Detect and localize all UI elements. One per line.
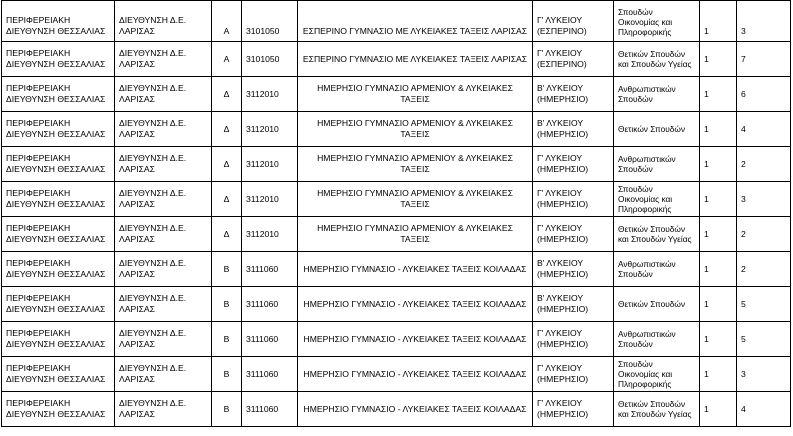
grade-cell: Β' ΛΥΚΕΙΟΥ (ΗΜΕΡΗΣΙΟ)	[533, 77, 614, 112]
count2-cell: 3	[737, 182, 791, 217]
region-cell: ΠΕΡΙΦΕΡΕΙΑΚΗ ΔΙΕΥΘΥΝΣΗ ΘΕΣΣΑΛΙΑΣ	[2, 217, 115, 252]
table-row	[2, 322, 791, 357]
group-cell: Θετικών Σπουδών και Σπουδών Υγείας	[614, 42, 700, 77]
count1-cell: 1	[700, 357, 737, 392]
count2-cell: 3	[737, 1, 791, 42]
code-cell: 3112010	[242, 112, 298, 147]
count2-cell: 2	[737, 147, 791, 182]
count1-cell: 1	[700, 322, 737, 357]
code-cell: 3111060	[242, 392, 298, 427]
grade-cell: Β' ΛΥΚΕΙΟΥ (ΗΜΕΡΗΣΙΟ)	[533, 252, 614, 287]
count2-cell: 6	[737, 77, 791, 112]
code-cell: 3112010	[242, 182, 298, 217]
group-cell: Θετικών Σπουδών	[614, 287, 700, 322]
schools-table	[1, 0, 791, 427]
directorate-cell: ΔΙΕΥΘΥΝΣΗ Δ.Ε. ΛΑΡΙΣΑΣ	[115, 322, 212, 357]
code-cell: 3111060	[242, 252, 298, 287]
table-row	[2, 42, 791, 77]
school-cell: ΗΜΕΡΗΣΙΟ ΓΥΜΝΑΣΙΟ - ΛΥΚΕΙΑΚΕΣ ΤΑΞΕΙΣ ΚΟΙΛΑΔΑΣ	[298, 392, 533, 427]
zone-cell: Δ	[212, 217, 242, 252]
school-cell: ΗΜΕΡΗΣΙΟ ΓΥΜΝΑΣΙΟ ΑΡΜΕΝΙΟΥ & ΛΥΚΕΙΑΚΕΣ ΤΑΞΕΙΣ	[298, 217, 533, 252]
directorate-cell: ΔΙΕΥΘΥΝΣΗ Δ.Ε. ΛΑΡΙΣΑΣ	[115, 42, 212, 77]
table-row	[2, 392, 791, 427]
region-cell: ΠΕΡΙΦΕΡΕΙΑΚΗ ΔΙΕΥΘΥΝΣΗ ΘΕΣΣΑΛΙΑΣ	[2, 287, 115, 322]
grade-cell: Γ' ΛΥΚΕΙΟΥ (ΗΜΕΡΗΣΙΟ)	[533, 182, 614, 217]
school-cell: ΕΣΠΕΡΙΝΟ ΓΥΜΝΑΣΙΟ ΜΕ ΛΥΚΕΙΑΚΕΣ ΤΑΞΕΙΣ ΛΑΡΙΣΑΣ	[298, 1, 533, 42]
code-cell: 3112010	[242, 217, 298, 252]
zone-cell: Δ	[212, 182, 242, 217]
table-row	[2, 77, 791, 112]
group-cell: Θετικών Σπουδών και Σπουδών Υγείας	[614, 217, 700, 252]
table-row	[2, 182, 791, 217]
zone-cell: Β	[212, 287, 242, 322]
group-cell: Σπουδών Οικονομίας και Πληροφορικής	[614, 357, 700, 392]
grade-cell: Γ' ΛΥΚΕΙΟΥ (ΗΜΕΡΗΣΙΟ)	[533, 357, 614, 392]
count1-cell: 1	[700, 182, 737, 217]
count2-cell: 4	[737, 392, 791, 427]
school-cell: ΗΜΕΡΗΣΙΟ ΓΥΜΝΑΣΙΟ - ΛΥΚΕΙΑΚΕΣ ΤΑΞΕΙΣ ΚΟΙΛΑΔΑΣ	[298, 252, 533, 287]
count1-cell: 1	[700, 147, 737, 182]
table-row	[2, 217, 791, 252]
count2-cell: 7	[737, 42, 791, 77]
count2-cell: 5	[737, 287, 791, 322]
table-row	[2, 287, 791, 322]
count1-cell: 1	[700, 112, 737, 147]
zone-cell: Δ	[212, 147, 242, 182]
table-row	[2, 357, 791, 392]
grade-cell: Γ' ΛΥΚΕΙΟΥ (ΕΣΠΕΡΙΝΟ)	[533, 42, 614, 77]
grade-cell: Γ' ΛΥΚΕΙΟΥ (ΗΜΕΡΗΣΙΟ)	[533, 392, 614, 427]
count2-cell: 5	[737, 322, 791, 357]
table-row	[2, 112, 791, 147]
school-cell: ΗΜΕΡΗΣΙΟ ΓΥΜΝΑΣΙΟ - ΛΥΚΕΙΑΚΕΣ ΤΑΞΕΙΣ ΚΟΙΛΑΔΑΣ	[298, 287, 533, 322]
grade-cell: Β' ΛΥΚΕΙΟΥ (ΗΜΕΡΗΣΙΟ)	[533, 287, 614, 322]
code-cell: 3111060	[242, 322, 298, 357]
region-cell: ΠΕΡΙΦΕΡΕΙΑΚΗ ΔΙΕΥΘΥΝΣΗ ΘΕΣΣΑΛΙΑΣ	[2, 392, 115, 427]
school-cell: ΗΜΕΡΗΣΙΟ ΓΥΜΝΑΣΙΟ ΑΡΜΕΝΙΟΥ & ΛΥΚΕΙΑΚΕΣ ΤΑΞΕΙΣ	[298, 182, 533, 217]
region-cell: ΠΕΡΙΦΕΡΕΙΑΚΗ ΔΙΕΥΘΥΝΣΗ ΘΕΣΣΑΛΙΑΣ	[2, 252, 115, 287]
directorate-cell: ΔΙΕΥΘΥΝΣΗ Δ.Ε. ΛΑΡΙΣΑΣ	[115, 1, 212, 42]
count1-cell: 1	[700, 392, 737, 427]
count1-cell: 1	[700, 1, 737, 42]
table-row	[2, 252, 791, 287]
code-cell: 3111060	[242, 287, 298, 322]
zone-cell: Β	[212, 252, 242, 287]
grade-cell: Γ' ΛΥΚΕΙΟΥ (ΗΜΕΡΗΣΙΟ)	[533, 147, 614, 182]
grade-cell: Γ' ΛΥΚΕΙΟΥ (ΗΜΕΡΗΣΙΟ)	[533, 322, 614, 357]
directorate-cell: ΔΙΕΥΘΥΝΣΗ Δ.Ε. ΛΑΡΙΣΑΣ	[115, 217, 212, 252]
directorate-cell: ΔΙΕΥΘΥΝΣΗ Δ.Ε. ΛΑΡΙΣΑΣ	[115, 182, 212, 217]
count2-cell: 2	[737, 217, 791, 252]
count2-cell: 4	[737, 112, 791, 147]
directorate-cell: ΔΙΕΥΘΥΝΣΗ Δ.Ε. ΛΑΡΙΣΑΣ	[115, 112, 212, 147]
school-cell: ΕΣΠΕΡΙΝΟ ΓΥΜΝΑΣΙΟ ΜΕ ΛΥΚΕΙΑΚΕΣ ΤΑΞΕΙΣ ΛΑΡΙΣΑΣ	[298, 42, 533, 77]
table-row	[2, 1, 791, 42]
directorate-cell: ΔΙΕΥΘΥΝΣΗ Δ.Ε. ΛΑΡΙΣΑΣ	[115, 357, 212, 392]
school-cell: ΗΜΕΡΗΣΙΟ ΓΥΜΝΑΣΙΟ ΑΡΜΕΝΙΟΥ & ΛΥΚΕΙΑΚΕΣ ΤΑΞΕΙΣ	[298, 77, 533, 112]
school-cell: ΗΜΕΡΗΣΙΟ ΓΥΜΝΑΣΙΟ ΑΡΜΕΝΙΟΥ & ΛΥΚΕΙΑΚΕΣ ΤΑΞΕΙΣ	[298, 112, 533, 147]
school-cell: ΗΜΕΡΗΣΙΟ ΓΥΜΝΑΣΙΟ - ΛΥΚΕΙΑΚΕΣ ΤΑΞΕΙΣ ΚΟΙΛΑΔΑΣ	[298, 322, 533, 357]
region-cell: ΠΕΡΙΦΕΡΕΙΑΚΗ ΔΙΕΥΘΥΝΣΗ ΘΕΣΣΑΛΙΑΣ	[2, 322, 115, 357]
school-cell: ΗΜΕΡΗΣΙΟ ΓΥΜΝΑΣΙΟ - ΛΥΚΕΙΑΚΕΣ ΤΑΞΕΙΣ ΚΟΙΛΑΔΑΣ	[298, 357, 533, 392]
region-cell: ΠΕΡΙΦΕΡΕΙΑΚΗ ΔΙΕΥΘΥΝΣΗ ΘΕΣΣΑΛΙΑΣ	[2, 182, 115, 217]
group-cell: Ανθρωπιστικών Σπουδών	[614, 252, 700, 287]
directorate-cell: ΔΙΕΥΘΥΝΣΗ Δ.Ε. ΛΑΡΙΣΑΣ	[115, 392, 212, 427]
directorate-cell: ΔΙΕΥΘΥΝΣΗ Δ.Ε. ΛΑΡΙΣΑΣ	[115, 77, 212, 112]
zone-cell: Δ	[212, 77, 242, 112]
zone-cell: Β	[212, 322, 242, 357]
directorate-cell: ΔΙΕΥΘΥΝΣΗ Δ.Ε. ΛΑΡΙΣΑΣ	[115, 147, 212, 182]
group-cell: Ανθρωπιστικών Σπουδών	[614, 322, 700, 357]
directorate-cell: ΔΙΕΥΘΥΝΣΗ Δ.Ε. ΛΑΡΙΣΑΣ	[115, 287, 212, 322]
code-cell: 3101050	[242, 42, 298, 77]
zone-cell: Δ	[212, 112, 242, 147]
school-cell: ΗΜΕΡΗΣΙΟ ΓΥΜΝΑΣΙΟ ΑΡΜΕΝΙΟΥ & ΛΥΚΕΙΑΚΕΣ ΤΑΞΕΙΣ	[298, 147, 533, 182]
region-cell: ΠΕΡΙΦΕΡΕΙΑΚΗ ΔΙΕΥΘΥΝΣΗ ΘΕΣΣΑΛΙΑΣ	[2, 1, 115, 42]
group-cell: Ανθρωπιστικών Σπουδών	[614, 77, 700, 112]
count1-cell: 1	[700, 77, 737, 112]
zone-cell: Α	[212, 1, 242, 42]
code-cell: 3112010	[242, 77, 298, 112]
directorate-cell: ΔΙΕΥΘΥΝΣΗ Δ.Ε. ΛΑΡΙΣΑΣ	[115, 252, 212, 287]
code-cell: 3101050	[242, 1, 298, 42]
grade-cell: Β' ΛΥΚΕΙΟΥ (ΗΜΕΡΗΣΙΟ)	[533, 112, 614, 147]
group-cell: Σπουδών Οικονομίας και Πληροφορικής	[614, 182, 700, 217]
region-cell: ΠΕΡΙΦΕΡΕΙΑΚΗ ΔΙΕΥΘΥΝΣΗ ΘΕΣΣΑΛΙΑΣ	[2, 112, 115, 147]
group-cell: Ανθρωπιστικών Σπουδών	[614, 147, 700, 182]
region-cell: ΠΕΡΙΦΕΡΕΙΑΚΗ ΔΙΕΥΘΥΝΣΗ ΘΕΣΣΑΛΙΑΣ	[2, 357, 115, 392]
count2-cell: 3	[737, 357, 791, 392]
count1-cell: 1	[700, 42, 737, 77]
count1-cell: 1	[700, 287, 737, 322]
zone-cell: Β	[212, 392, 242, 427]
grade-cell: Γ' ΛΥΚΕΙΟΥ (ΗΜΕΡΗΣΙΟ)	[533, 217, 614, 252]
code-cell: 3111060	[242, 357, 298, 392]
count1-cell: 1	[700, 217, 737, 252]
count1-cell: 1	[700, 252, 737, 287]
group-cell: Σπουδών Οικονομίας και Πληροφορικής	[614, 1, 700, 42]
zone-cell: Α	[212, 42, 242, 77]
zone-cell: Β	[212, 357, 242, 392]
table-row	[2, 147, 791, 182]
group-cell: Θετικών Σπουδών	[614, 112, 700, 147]
grade-cell: Γ' ΛΥΚΕΙΟΥ (ΕΣΠΕΡΙΝΟ)	[533, 1, 614, 42]
group-cell: Θετικών Σπουδών και Σπουδών Υγείας	[614, 392, 700, 427]
region-cell: ΠΕΡΙΦΕΡΕΙΑΚΗ ΔΙΕΥΘΥΝΣΗ ΘΕΣΣΑΛΙΑΣ	[2, 42, 115, 77]
count2-cell: 2	[737, 252, 791, 287]
region-cell: ΠΕΡΙΦΕΡΕΙΑΚΗ ΔΙΕΥΘΥΝΣΗ ΘΕΣΣΑΛΙΑΣ	[2, 77, 115, 112]
code-cell: 3112010	[242, 147, 298, 182]
region-cell: ΠΕΡΙΦΕΡΕΙΑΚΗ ΔΙΕΥΘΥΝΣΗ ΘΕΣΣΑΛΙΑΣ	[2, 147, 115, 182]
